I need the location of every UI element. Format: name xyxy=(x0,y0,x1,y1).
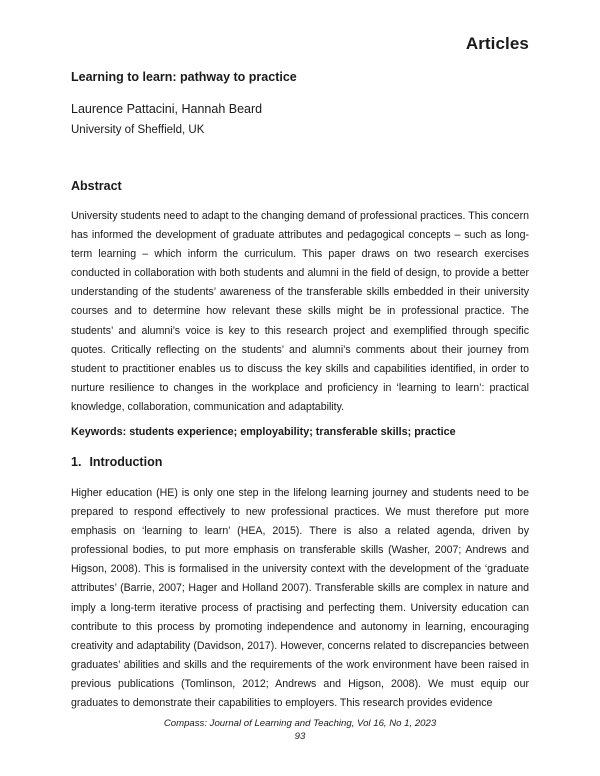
abstract-body: University students need to adapt to the changing demand of professional practices. This concern has informed the development of graduate attributes and pedagogical concepts – such as long-term learning – which inform the curriculum. This paper draws on two research exercises conducted in collaboration with both students and alumni in the field of design, to provide a better understanding of the students’ awareness of the transferable skills embedded in their university courses and to determine how relevant these skills might be in professional practice. The students’ and alumni’s voice is key to this research project and exemplified through specific quotes. Critically reflecting on the students’ and alumni’s comments about their journey from student to practitioner enables us to discuss the key skills and capabilities identified, in order to nurture resilience to changes in the workplace and proficiency in ‘learning to learn’: practical knowledge, collaboration, communication and adaptability. xyxy=(71,210,529,413)
section-title: Introduction xyxy=(89,455,163,469)
page-number: 93 xyxy=(294,731,306,742)
journal-citation: Compass: Journal of Learning and Teaching, Vol 16, No 1, 2023 xyxy=(163,718,437,729)
introduction-heading xyxy=(71,455,162,469)
page-footer xyxy=(0,717,600,743)
introduction-body: Higher education (HE) is only one step in the lifelong learning journey and students need to be prepared to respond effectively to new professional practices. We must therefore put more emphasis on ‘learning to learn’ (HEA, 2015). There is also a related agenda, driven by professional bodies, to put more emphasis on transferable skills (Washer, 2007; Andrews and Higson, 2008). This is formalised in the university context with the development of the ‘graduate attributes’ (Barrie, 2007; Hager and Holland 2007). Transferable skills are complex in nature and imply a long-term iterative process of practising and perfecting them. University education can contribute to this process by promoting independence and autonomy in learning, encouraging creativity and adaptability (Davidson, 2017). However, concerns related to discrepancies between graduates’ abilities and skills and the requirements of the work environment have been raised in previous publications (Tomlinson, 2012; Andrews and Higson, 2008). We must equip our graduates to demonstrate their capabilities to employers. This research provides evidence xyxy=(71,487,529,710)
article-authors: Laurence Pattacini, Hannah Beard xyxy=(71,102,263,116)
keywords: Keywords: students experience; employability; transferable skills; practice xyxy=(71,426,456,438)
abstract-heading: Abstract xyxy=(71,179,122,193)
section-number: 1. xyxy=(71,455,82,469)
article-affiliation: University of Sheffield, UK xyxy=(71,124,205,136)
article-title: Learning to learn: pathway to practice xyxy=(71,70,297,84)
section-label: Articles xyxy=(465,34,529,53)
